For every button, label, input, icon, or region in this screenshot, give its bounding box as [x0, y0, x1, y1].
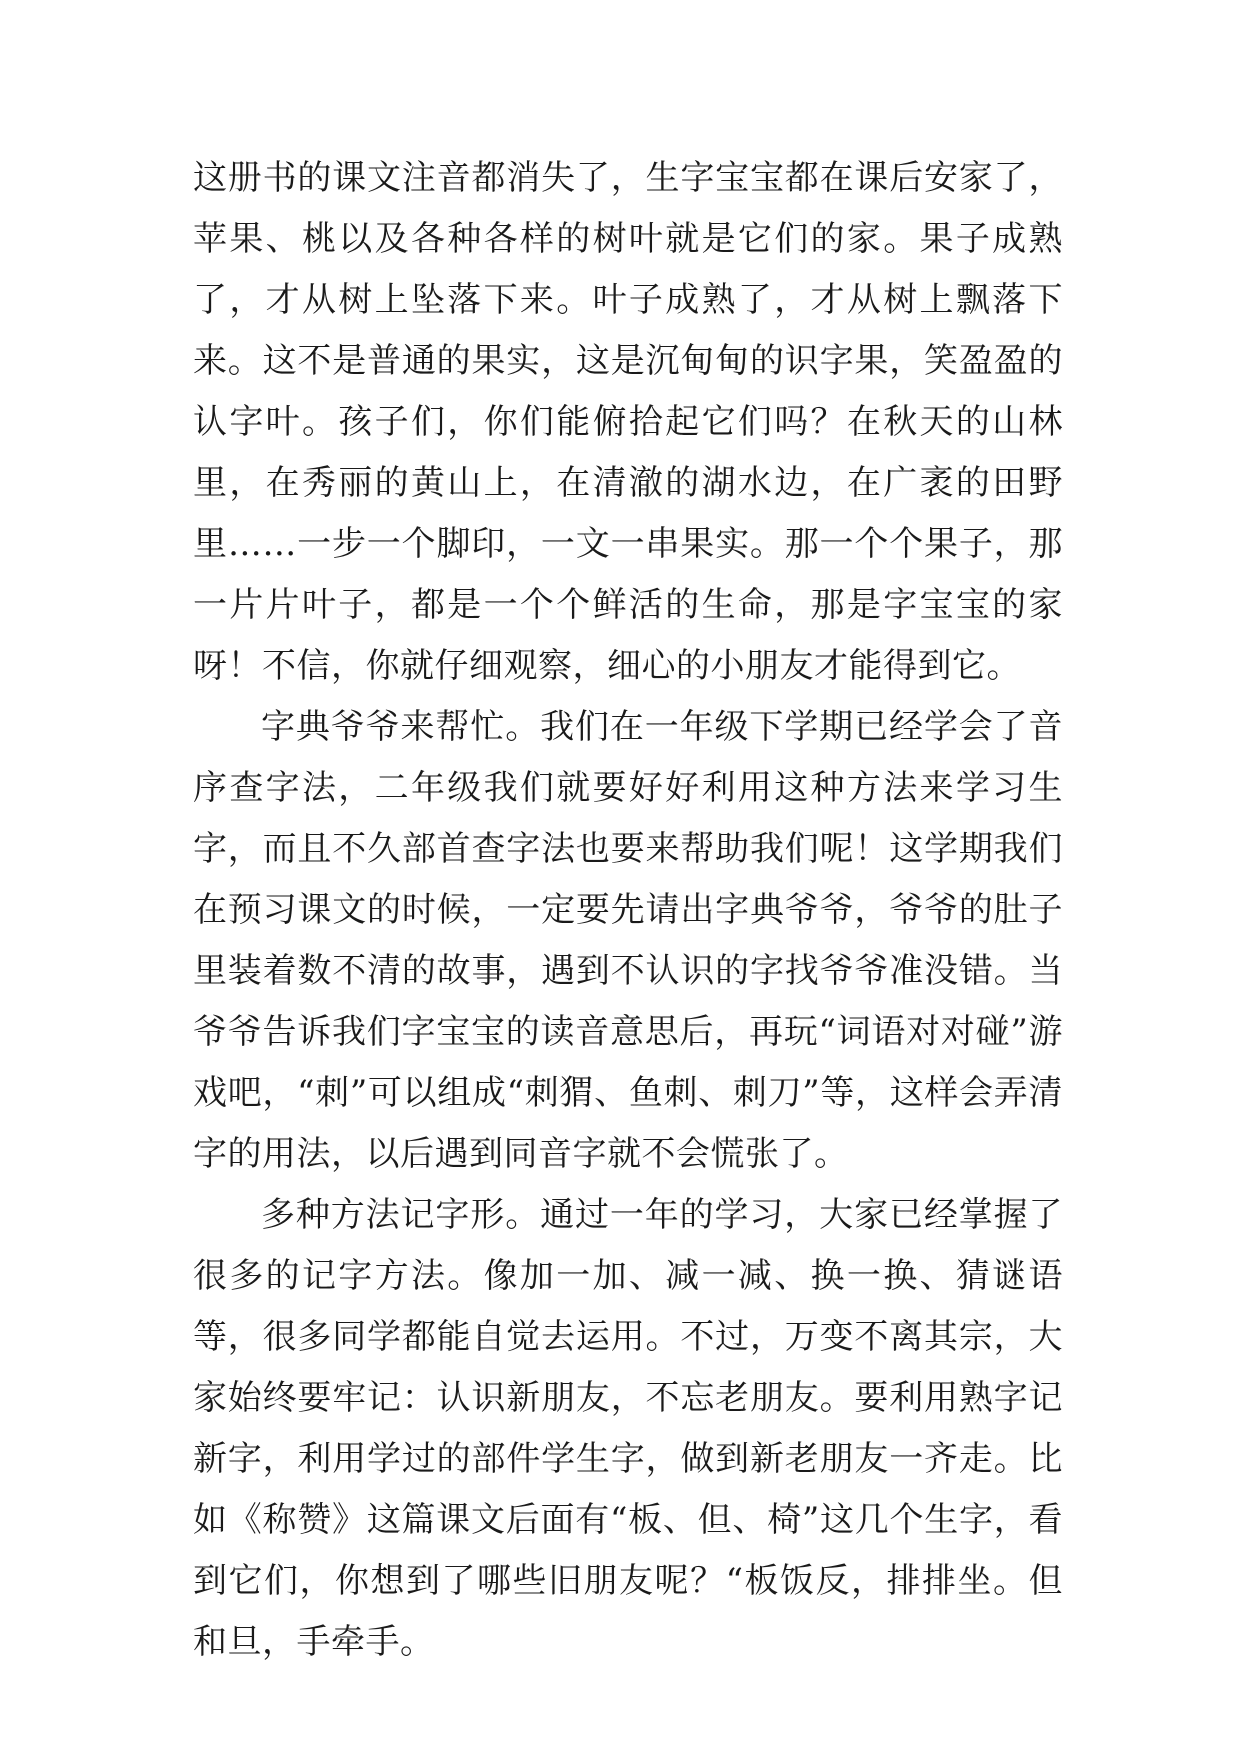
- paragraph-2: 字典爷爷来帮忙。我们在一年级下学期已经学会了音序查字法，二年级我们就要好好利用这种方法来学习生字，而且不久部首查字法也要来帮助我们呢！这学期我们在预习课文的时候，一定要先请出字典爷爷，爷爷的肚子里装着数不清的故事，遇到不认识的字找爷爷准没错。当爷爷告诉我们字宝宝的读音意思后，再玩“词语对对碰”游戏吧，“刺”可以组成“刺猬、鱼刺、刺刀”等，这样会弄清字的用法，以后遇到同音字就不会慌张了。: [193, 707, 1063, 1174]
- body-text: [193, 148, 1063, 1673]
- paragraph-3: 多种方法记字形。通过一年的学习，大家已经掌握了很多的记字方法。像加一加、减一减、换一换、猜谜语等，很多同学都能自觉去运用。不过，万变不离其宗，大家始终要牢记：认识新朋友，不忘老朋友。要利用熟字记新字，利用学过的部件学生字，做到新老朋友一齐走。比如《称赞》这篇课文后面有“板、但、椅”这几个生字，看到它们，你想到了哪些旧朋友呢？“板饭反，排排坐。但和旦，手牵手。: [193, 1195, 1063, 1662]
- paragraph-1: 这册书的课文注音都消失了，生字宝宝都在课后安家了，苹果、桃以及各种各样的树叶就是它们的家。果子成熟了，才从树上坠落下来。叶子成熟了，才从树上飘落下来。这不是普通的果实，这是沉甸甸的识字果，笑盈盈的认字叶。孩子们，你们能俯拾起它们吗？在秋天的山林里，在秀丽的黄山上，在清澈的湖水边，在广袤的田野里……一步一个脚印，一文一串果实。那一个个果子，那一片片叶子，都是一个个鲜活的生命，那是字宝宝的家呀！不信，你就仔细观察，细心的小朋友才能得到它。: [193, 158, 1063, 686]
